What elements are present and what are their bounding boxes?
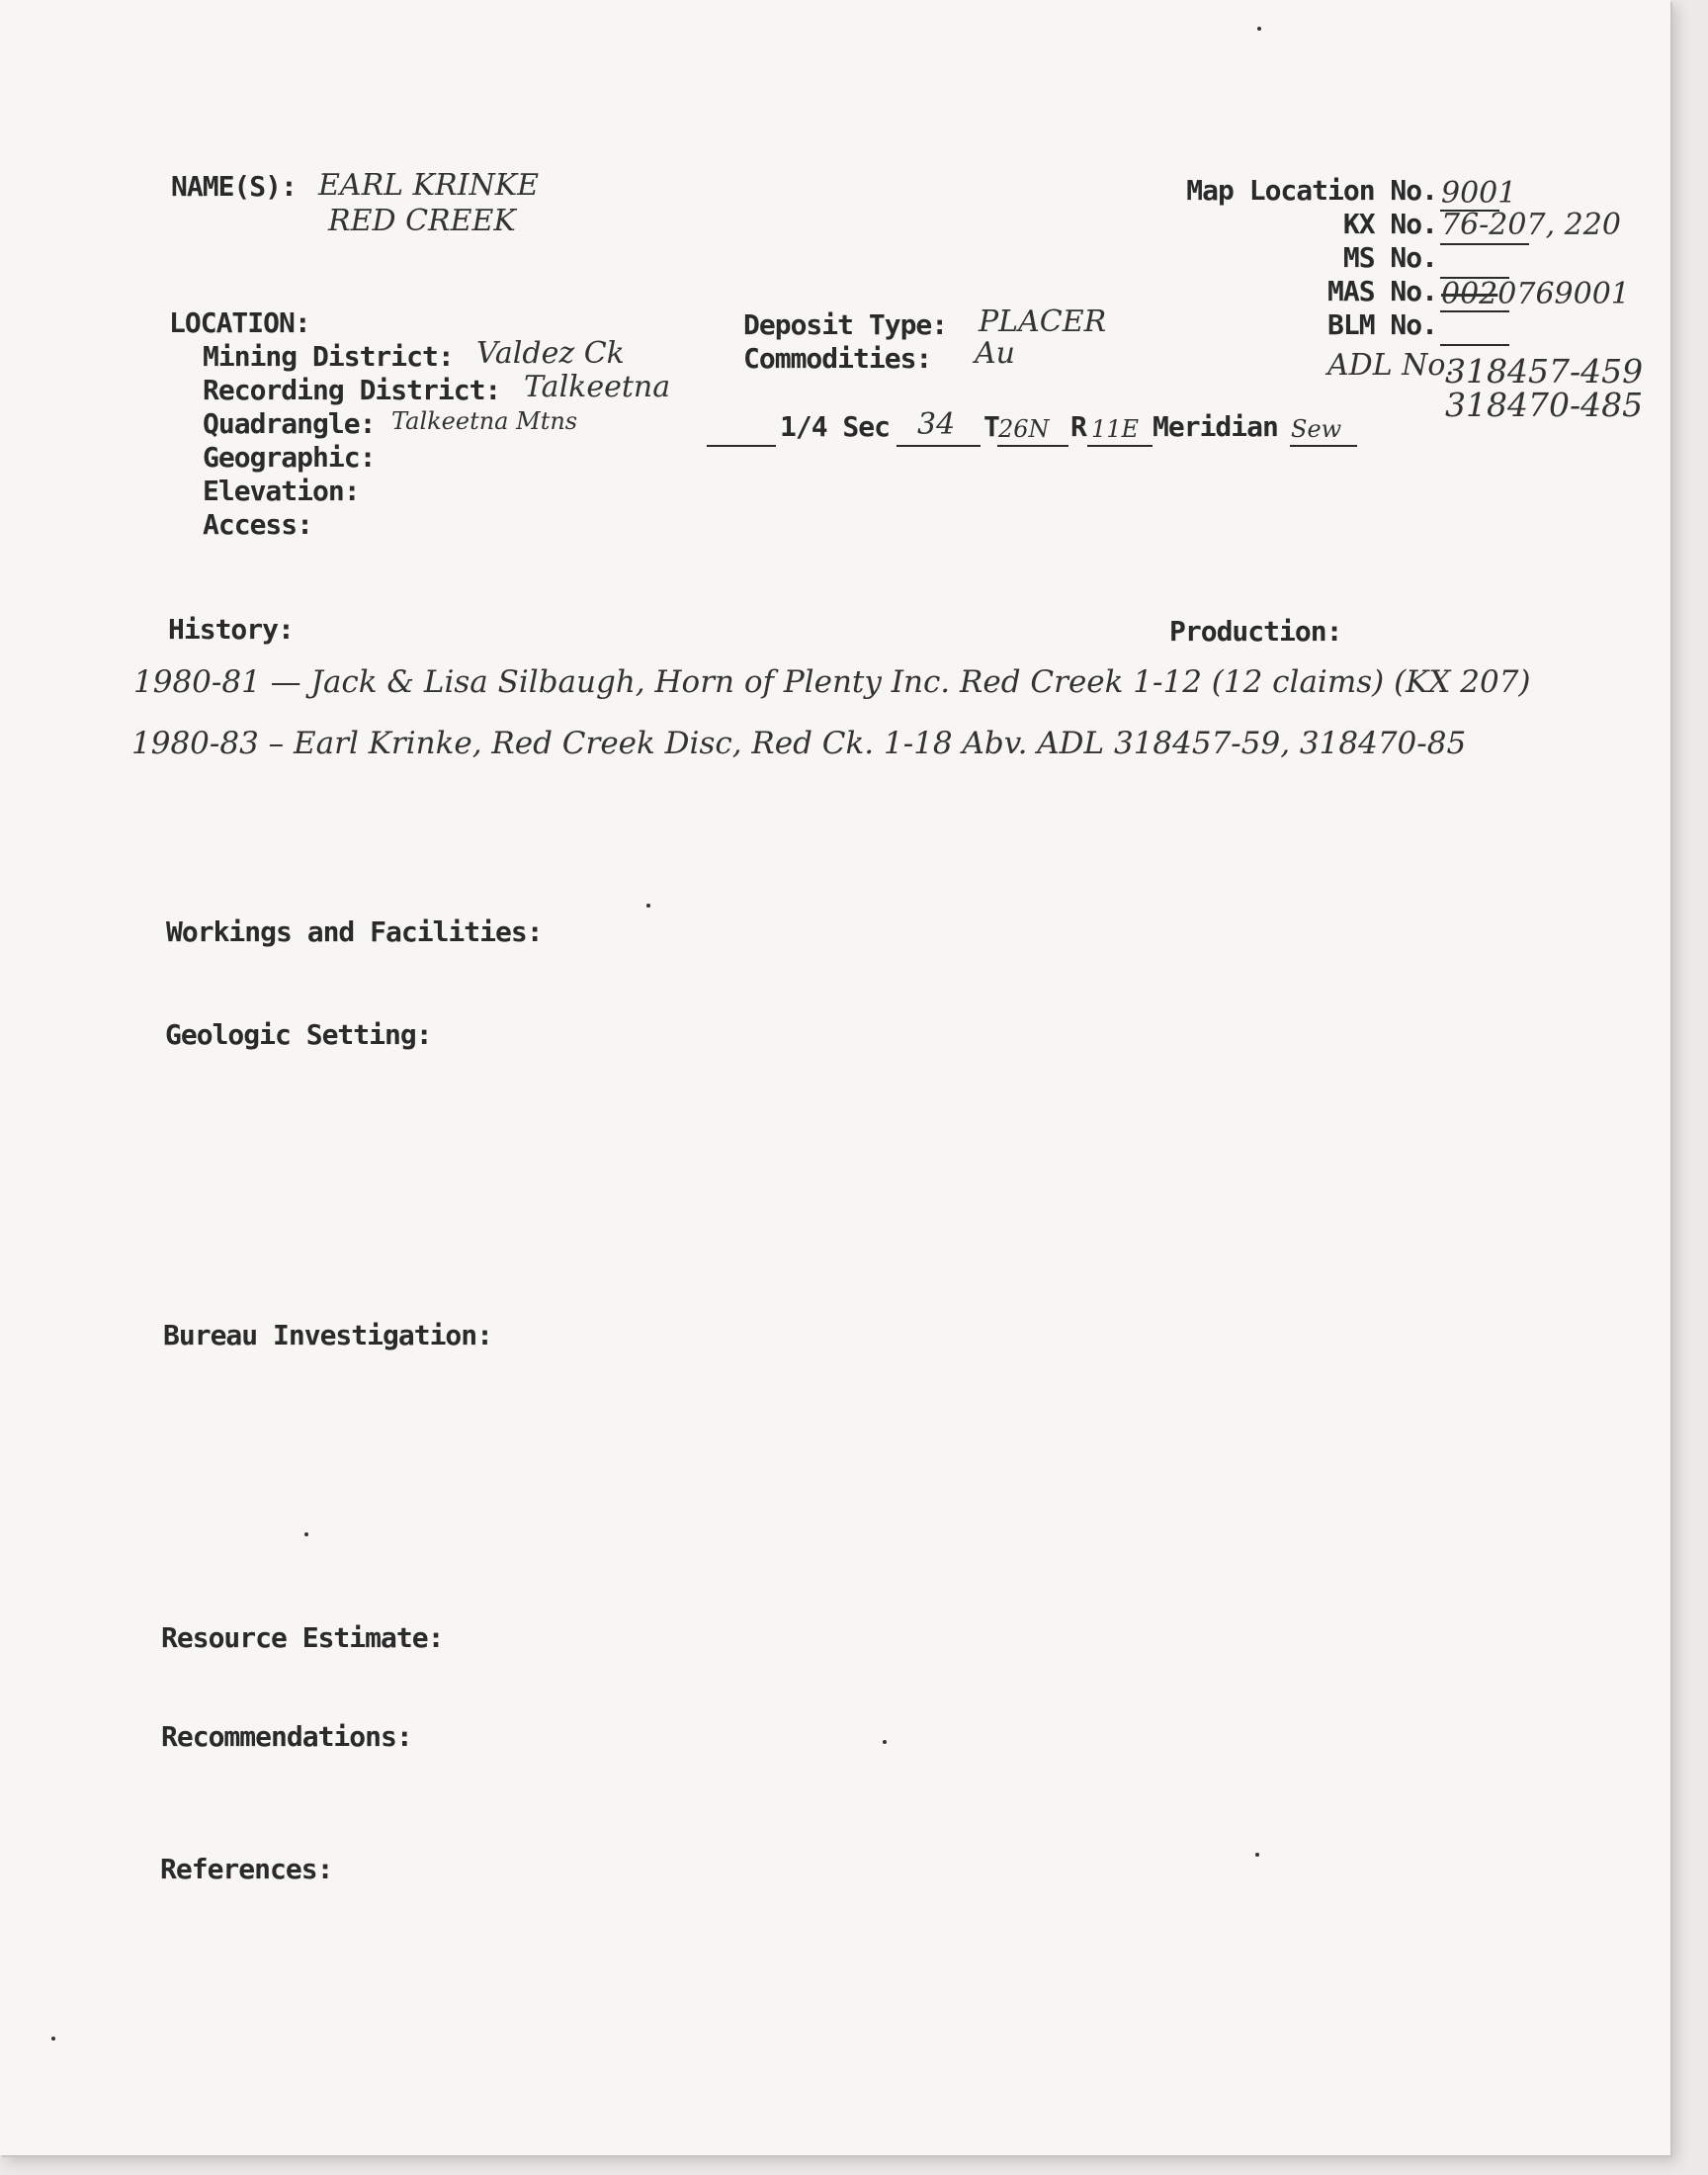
mining-district-label: Mining District: (203, 340, 454, 373)
name-value-1: EARL KRINKE (318, 168, 540, 203)
mining-district-value: Valdez Ck (476, 336, 625, 371)
scan-speck (51, 2037, 55, 2041)
kx-label: KX No. (1342, 208, 1437, 240)
scan-speck (883, 1740, 887, 1744)
references-label: References: (160, 1853, 333, 1885)
history-entry-1: 1980-81 — Jack & Lisa Silbaugh, Horn of Plenty Inc. Red Creek 1-12 (12 claims) (KX 207) (133, 664, 1531, 700)
quarter-sec-label: 1/4 Sec (780, 410, 891, 443)
recording-district-label: Recording District: (203, 374, 501, 406)
mas-value-struck: 002 (1441, 277, 1498, 311)
meridian-label: Meridian (1153, 410, 1278, 443)
recommendations-label: Recommendations: (161, 1720, 412, 1753)
geologic-setting-label: Geologic Setting: (165, 1018, 432, 1051)
quadrangle-label: Quadrangle: (203, 407, 376, 440)
quadrangle-value: Talkeetna Mtns (391, 407, 578, 435)
meridian-value: Sew (1291, 415, 1342, 443)
resource-estimate-label: Resource Estimate: (161, 1621, 444, 1654)
recording-district-value: Talkeetna (524, 370, 671, 404)
commodities-label: Commodities: (743, 342, 932, 375)
kx-blank (1440, 243, 1529, 245)
names-label: NAME(S): (171, 170, 297, 203)
range-value: 11E (1091, 415, 1140, 443)
quarter-blank (707, 445, 776, 447)
access-label: Access: (203, 508, 313, 541)
scan-speck (1255, 1853, 1259, 1857)
scan-speck (1257, 27, 1261, 31)
ms-label: MS No. (1342, 241, 1437, 274)
township-value: 26N (998, 415, 1050, 443)
blm-blank (1440, 344, 1509, 346)
history-entry-2: 1980-83 – Earl Krinke, Red Creek Disc, Red Ck. 1-18 Abv. ADL 318457-59, 318470-85 (131, 726, 1467, 761)
elevation-label: Elevation: (203, 475, 360, 507)
history-label: History: (168, 613, 294, 646)
sec-value: 34 (917, 407, 956, 442)
geographic-label: Geographic: (203, 441, 376, 474)
name-value-2: RED CREEK (328, 204, 516, 238)
workings-label: Workings and Facilities: (166, 915, 543, 948)
location-heading: LOCATION: (169, 306, 310, 339)
kx-value: 76-207, 220 (1441, 208, 1621, 242)
mas-value-current: 0769001 (1497, 277, 1630, 311)
adl-value-1: 318457-459 (1445, 352, 1644, 391)
production-label: Production: (1169, 615, 1342, 648)
adl-value-2: 318470-485 (1445, 386, 1644, 424)
adl-label: ADL No. (1327, 348, 1455, 383)
scan-speck (646, 904, 650, 908)
map-location-label: Map Location No. (1186, 174, 1437, 207)
deposit-type-label: Deposit Type: (743, 308, 948, 341)
map-location-value: 9001 (1441, 176, 1517, 211)
commodities-value: Au (975, 336, 1015, 371)
township-blank (997, 445, 1068, 447)
scan-speck (304, 1532, 308, 1536)
range-blank (1087, 445, 1153, 447)
range-label: R (1070, 410, 1086, 443)
deposit-type-value: PLACER (979, 304, 1107, 339)
bureau-investigation-label: Bureau Investigation: (163, 1319, 493, 1351)
blm-label: BLM No. (1326, 308, 1437, 341)
sec-blank (897, 445, 981, 447)
mas-label: MAS No. (1326, 275, 1437, 307)
township-label: T (983, 410, 999, 443)
mas-value (1441, 277, 1630, 311)
meridian-blank (1290, 445, 1357, 447)
